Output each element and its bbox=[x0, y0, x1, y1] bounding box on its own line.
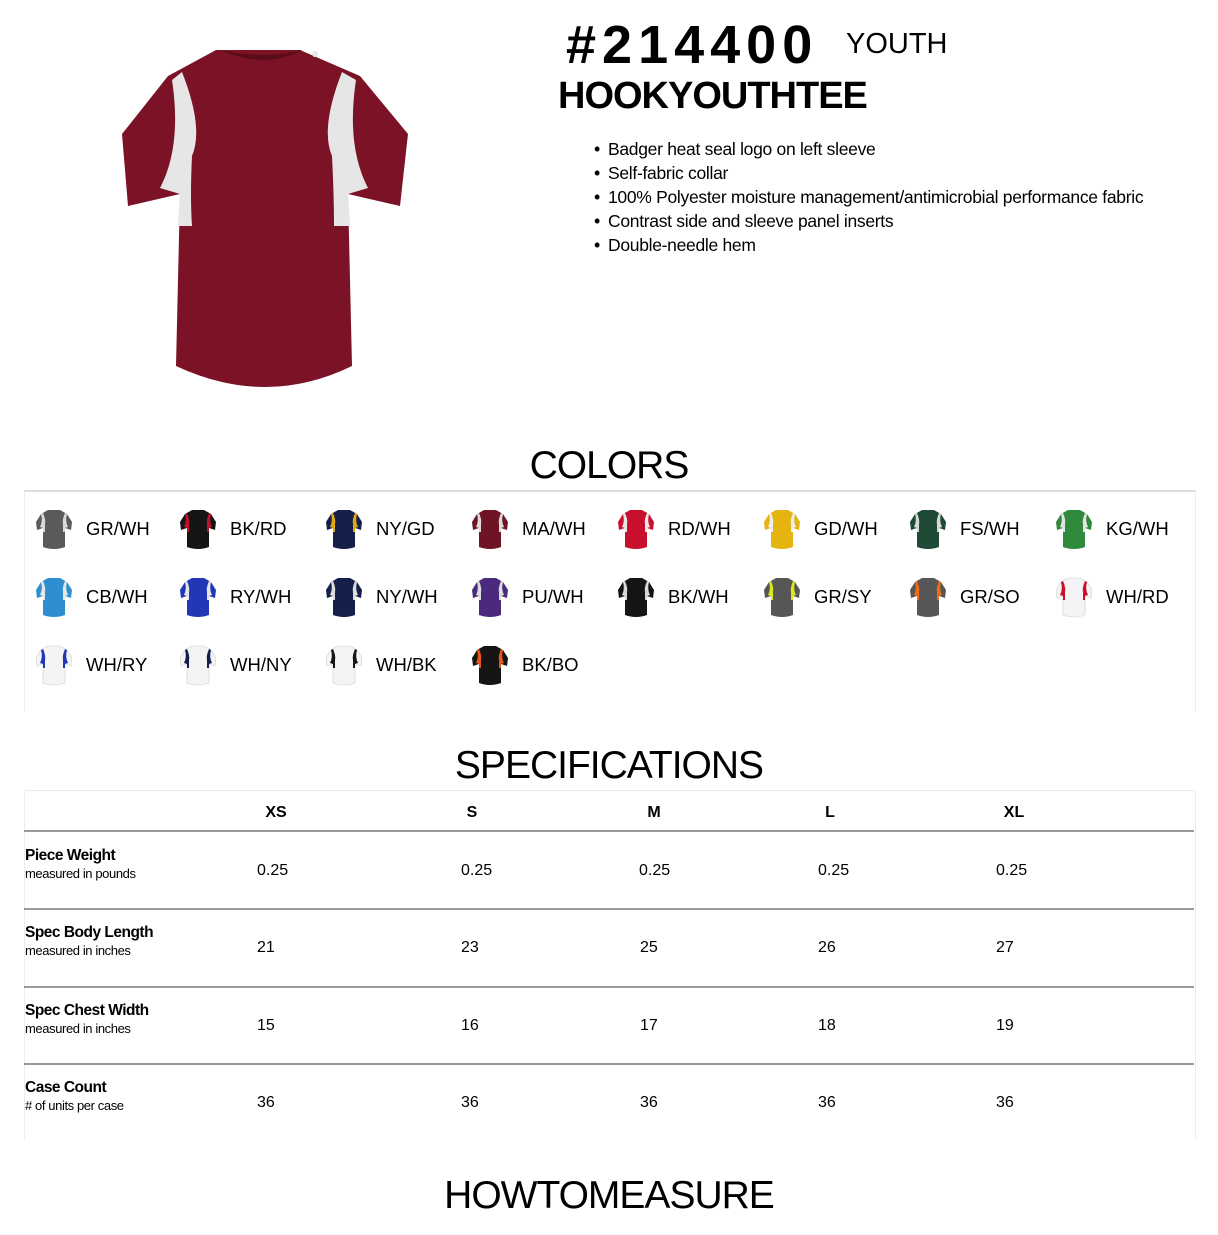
color-swatch[interactable] bbox=[610, 504, 756, 554]
tshirt-icon bbox=[326, 576, 362, 618]
color-swatch[interactable] bbox=[172, 572, 318, 622]
tshirt-icon bbox=[180, 576, 216, 618]
how-to-measure-heading: HOWTOMEASURE bbox=[444, 1174, 774, 1217]
color-code-label: GR/SY bbox=[814, 586, 872, 607]
row-title: Spec Chest Width bbox=[25, 1002, 149, 1019]
row-title: Piece Weight bbox=[25, 847, 116, 864]
specifications-table bbox=[24, 790, 1196, 1139]
color-code-label: GD/WH bbox=[814, 518, 878, 539]
table-cell: 36 bbox=[257, 1094, 275, 1111]
feature-list bbox=[594, 137, 1143, 257]
size-header-xl: XL bbox=[1003, 804, 1025, 821]
table-cell: 0.25 bbox=[461, 862, 493, 879]
color-code-label: BK/WH bbox=[668, 586, 729, 607]
tshirt-icon bbox=[36, 644, 72, 686]
table-cell: 15 bbox=[257, 1017, 275, 1034]
row-unit: measured in pounds bbox=[25, 866, 136, 881]
table-row-label bbox=[25, 1002, 149, 1038]
feature-item: • 100% Polyester moisture management/antimicrobial performance fabric bbox=[594, 185, 1143, 209]
row-unit: # of units per case bbox=[25, 1098, 124, 1113]
color-swatch[interactable] bbox=[318, 640, 464, 690]
color-swatch[interactable] bbox=[28, 572, 174, 622]
table-cell: 36 bbox=[996, 1094, 1014, 1111]
table-cell: 0.25 bbox=[996, 862, 1028, 879]
tshirt-icon bbox=[472, 644, 508, 686]
row-title: Spec Body Length bbox=[25, 924, 154, 941]
tshirt-icon bbox=[910, 576, 946, 618]
tshirt-icon bbox=[472, 508, 508, 550]
table-cell: 23 bbox=[461, 939, 479, 956]
tshirt-icon bbox=[764, 576, 800, 618]
tshirt-icon bbox=[180, 644, 216, 686]
color-code-label: RD/WH bbox=[668, 518, 731, 539]
color-swatch[interactable] bbox=[172, 640, 318, 690]
color-code-label: WH/RY bbox=[86, 654, 148, 675]
table-row-label bbox=[25, 924, 153, 960]
table-divider bbox=[24, 830, 1194, 832]
table-divider bbox=[24, 986, 1194, 988]
product-name: HOOKYOUTHTEE bbox=[558, 75, 867, 117]
tshirt-icon bbox=[1056, 576, 1092, 618]
row-unit: measured in inches bbox=[25, 943, 131, 958]
color-code-label: NY/GD bbox=[376, 518, 435, 539]
table-cell: 16 bbox=[461, 1017, 479, 1034]
feature-item: • Contrast side and sleeve panel inserts bbox=[594, 209, 1143, 233]
color-code-label: WH/NY bbox=[230, 654, 292, 675]
tshirt-icon bbox=[326, 644, 362, 686]
size-header-m: M bbox=[647, 804, 661, 821]
tshirt-icon bbox=[764, 508, 800, 550]
tshirt-icon bbox=[618, 508, 654, 550]
color-code-label: BK/RD bbox=[230, 518, 287, 539]
table-cell: 27 bbox=[996, 939, 1014, 956]
tshirt-illustration bbox=[120, 36, 412, 392]
tshirt-icon bbox=[910, 508, 946, 550]
table-cell: 36 bbox=[640, 1094, 658, 1111]
table-cell: 21 bbox=[257, 939, 275, 956]
table-divider bbox=[24, 1063, 1194, 1065]
table-cell: 0.25 bbox=[818, 862, 850, 879]
row-unit: measured in inches bbox=[25, 1021, 131, 1036]
color-swatch[interactable] bbox=[756, 504, 902, 554]
color-swatch[interactable] bbox=[464, 640, 610, 690]
color-swatch[interactable] bbox=[1048, 504, 1194, 554]
color-swatch[interactable] bbox=[318, 504, 464, 554]
color-swatch[interactable] bbox=[756, 572, 902, 622]
color-swatch[interactable] bbox=[610, 572, 756, 622]
color-swatch[interactable] bbox=[464, 572, 610, 622]
color-code-label: MA/WH bbox=[522, 518, 586, 539]
color-code-label: GR/SO bbox=[960, 586, 1020, 607]
tshirt-icon bbox=[180, 508, 216, 550]
color-code-label: WH/BK bbox=[376, 654, 437, 675]
color-swatch[interactable] bbox=[1048, 572, 1194, 622]
tshirt-icon bbox=[36, 576, 72, 618]
table-cell: 36 bbox=[461, 1094, 479, 1111]
size-header-xs: XS bbox=[265, 804, 287, 821]
specifications-heading: SPECIFICATIONS bbox=[454, 744, 764, 787]
product-age-tag: YOUTH bbox=[846, 28, 948, 60]
table-cell: 19 bbox=[996, 1017, 1014, 1034]
tshirt-icon bbox=[36, 508, 72, 550]
color-swatch[interactable] bbox=[28, 504, 174, 554]
color-swatch[interactable] bbox=[318, 572, 464, 622]
tshirt-icon bbox=[1056, 508, 1092, 550]
color-code-label: PU/WH bbox=[522, 586, 584, 607]
tshirt-icon bbox=[472, 576, 508, 618]
table-cell: 18 bbox=[818, 1017, 836, 1034]
color-code-label: RY/WH bbox=[230, 586, 292, 607]
table-divider bbox=[24, 908, 1194, 910]
size-header-s: S bbox=[466, 804, 478, 821]
product-image bbox=[120, 36, 412, 392]
color-swatch[interactable] bbox=[28, 640, 174, 690]
color-code-label: GR/WH bbox=[86, 518, 150, 539]
color-code-label: FS/WH bbox=[960, 518, 1020, 539]
color-code-label: WH/RD bbox=[1106, 586, 1169, 607]
feature-item: • Badger heat seal logo on left sleeve bbox=[594, 137, 1143, 161]
table-cell: 0.25 bbox=[257, 862, 289, 879]
table-cell: 26 bbox=[818, 939, 836, 956]
color-swatch[interactable] bbox=[902, 572, 1048, 622]
table-row-label bbox=[25, 1079, 124, 1115]
table-cell: 25 bbox=[640, 939, 658, 956]
row-title: Case Count bbox=[25, 1079, 107, 1096]
color-code-label: BK/BO bbox=[522, 654, 579, 675]
table-cell: 36 bbox=[818, 1094, 836, 1111]
feature-item: • Self-fabric collar bbox=[594, 161, 1143, 185]
feature-item: • Double-needle hem bbox=[594, 233, 1143, 257]
product-number: #214400 bbox=[566, 15, 819, 75]
table-row-label bbox=[25, 847, 136, 883]
size-header-l: L bbox=[825, 804, 835, 821]
color-swatch[interactable] bbox=[464, 504, 610, 554]
colors-heading: COLORS bbox=[529, 444, 689, 487]
color-code-label: CB/WH bbox=[86, 586, 148, 607]
tshirt-icon bbox=[618, 576, 654, 618]
color-code-label: KG/WH bbox=[1106, 518, 1169, 539]
table-cell: 17 bbox=[640, 1017, 658, 1034]
color-code-label: NY/WH bbox=[376, 586, 438, 607]
table-cell: 0.25 bbox=[639, 862, 671, 879]
color-swatch[interactable] bbox=[172, 504, 318, 554]
color-swatch[interactable] bbox=[902, 504, 1048, 554]
tshirt-icon bbox=[326, 508, 362, 550]
